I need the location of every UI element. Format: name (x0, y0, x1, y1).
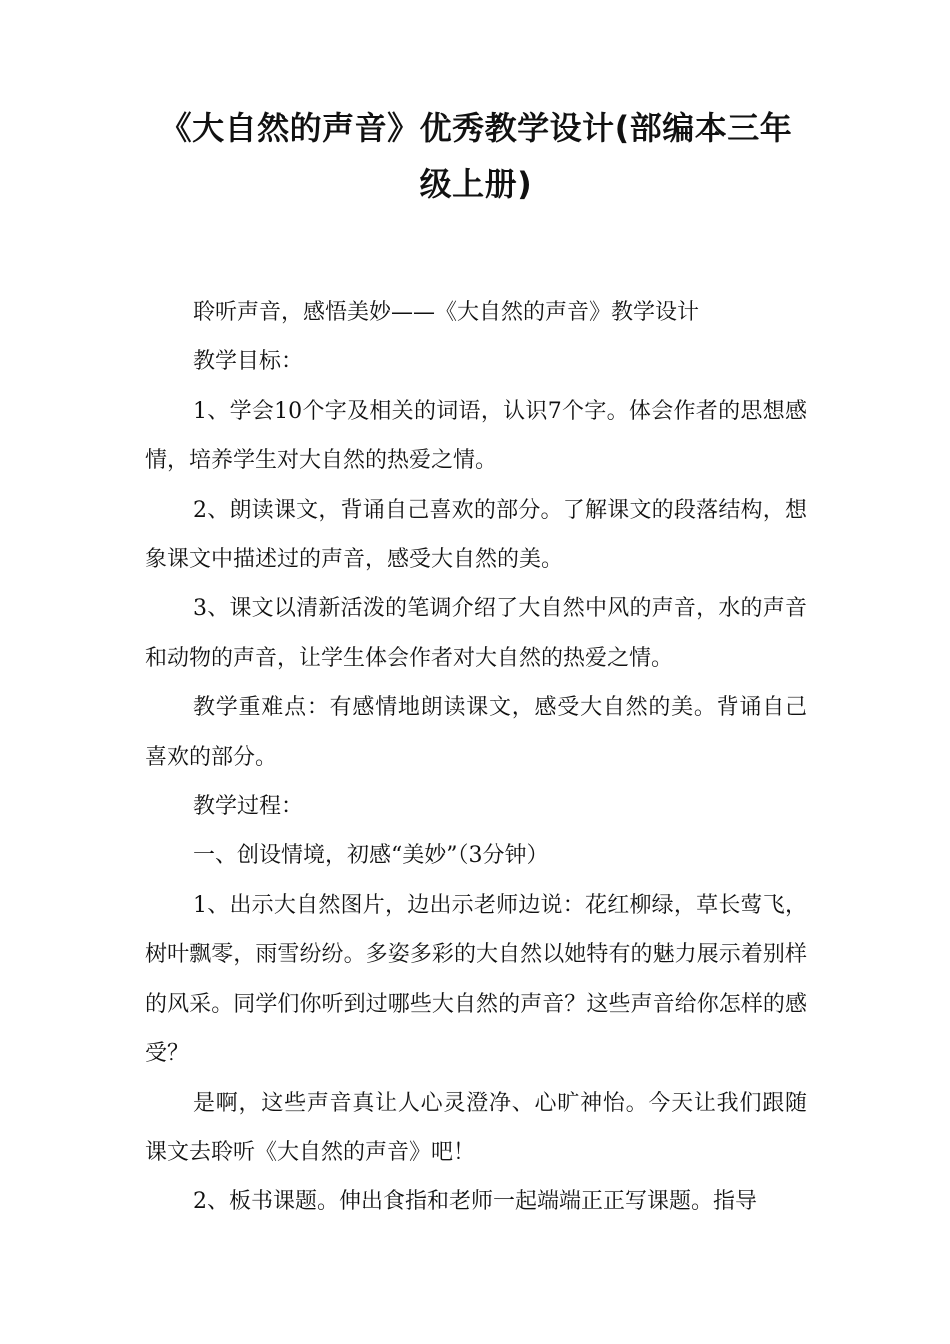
paragraph-key-points: 教学重难点：有感情地朗读课文，感受大自然的美。背诵自己喜欢的部分。 (145, 695, 807, 770)
paragraph-subtitle: 聆听声音，感悟美妙——《大自然的声音》教学设计 (193, 300, 700, 325)
paragraph-step-2: 2、板书课题。伸出食指和老师一起端端正正写课题。指导 (193, 1189, 757, 1215)
paragraph-process-heading: 教学过程： (193, 794, 304, 820)
paragraph-step-1: 1、出示大自然图片，边出示老师边说：花红柳绿，草长莺飞，树叶飘零，雨雪纷纷。多姿多彩的大自然以她特有的魅力展示着别样的风采。同学们你听到过哪些大自然的声音？这些声音给你怎样的感受？ (145, 892, 807, 1067)
paragraph-goal-2: 2、朗读课文，背诵自己喜欢的部分。了解课文的段落结构，想象课文中描述过的声音，感受大自然的美。 (145, 497, 807, 573)
paragraph-section-1-heading: 一、创设情境，初感“美妙”（3分钟） (193, 843, 549, 869)
document-body (145, 288, 807, 1227)
paragraph-goal-1: 1、学会10个字及相关的词语，认识7个字。体会作者的思想感情，培养学生对大自然的热爱之情。 (145, 398, 807, 474)
paragraph-step-1-followup: 是啊，这些声音真让人心灵澄净、心旷神怡。今天让我们跟随课文去聆听《大自然的声音》吧！ (145, 1090, 807, 1165)
document-title: 《大自然的声音》优秀教学设计(部编本三年级上册) (159, 109, 793, 203)
paragraph-goals-heading: 教学目标： (193, 349, 304, 375)
paragraph-goal-3: 3、课文以清新活泼的笔调介绍了大自然中风的声音，水的声音和动物的声音，让学生体会作者对大自然的热爱之情。 (145, 596, 807, 671)
